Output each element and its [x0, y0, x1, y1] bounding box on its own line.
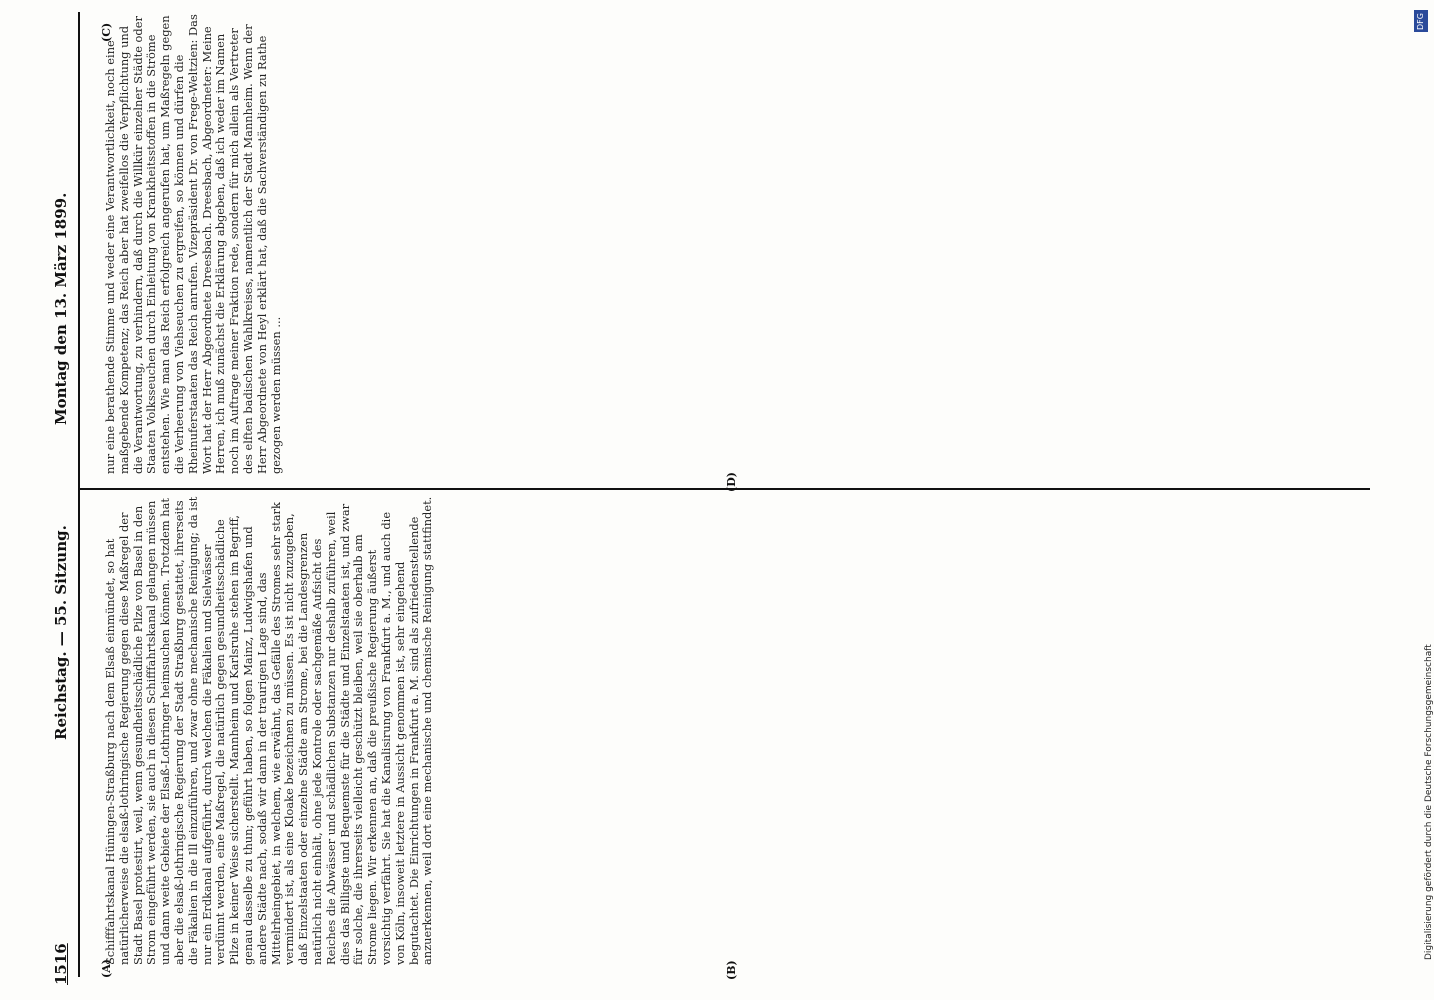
digitization-credit: Digitalisierung gefördert durch die Deutsche Forschungsgemeinschaft — [1424, 644, 1434, 960]
margin-marker-c: (C) — [100, 22, 113, 42]
page-number: 1516 — [52, 943, 70, 985]
session-date: Montag den 13. März 1899. — [52, 192, 70, 425]
margin-marker-b: (B) — [725, 960, 738, 980]
left-text-column — [84, 495, 1369, 975]
margin-marker-a: (A) — [100, 959, 113, 978]
dfg-logo-icon — [1414, 10, 1428, 32]
left-column-text: Schifffahrtskanal Hüningen-Straßburg nach dem Elsaß einmündet, so hat natürlicherweise die elsaß-lothringische Regierung gegen diese Maßregel der Stadt Basel protestirt, weil, wenn gesundheitsschädliche Pilze von Basel in den Strom eingeführt werden, sie auch in diesen Schifffahrtskanal gelangen müssen und dann weite Gebiete der Elsaß-Lothringer heimsuchen können. Trotzdem hat aber die elsaß-lothringische Regierung der Stadt Straßburg gestattet, ihrerseits die Fäkalien in die Ill einzuführen, und zwar ohne mechanische Reinigung; da ist nur ein Erdkanal aufgeführt, durch welchen die Fäkalien und Sielwässer verdünnt werden, eine Maßregel, die natürlich gegen gesundheitsschädliche Pilze in keiner Weise sicherstellt. Mannheim und Karlsruhe stehen im Begriff, genau dasselbe zu thun; geführt haben, so folgen Mainz, Ludwigshafen und andere Städte nach, sodaß wir dann in der traurigen Lage sind, das Mittelrheingebiet, in welchem, wie erwähnt, das Gefälle des Stromes sehr stark vermindert ist, als eine Kloake bezeichnen zu müssen. Es ist nicht zuzugeben, daß Einzelstaaten oder einzelne Städte am Strome, bei die Landesgrenzen natürlich nicht einhält, ohne jede Kontrole oder sachgemäße Aufsicht des Reiches die Abwässer und schädlichen Substanzen nur deshalb zuführen, weil dies das Billigste und Bequemste für die Städte und Einzelstaaten ist, und zwar für solche, die ihrerseits vielleicht geschützt bleiben, weil sie oberhalb am Strome liegen. Wir erkennen an, daß die preußische Regierung äußerst vorsichtig verfährt. Sie hat die Kanalisirung von Frankfurt a. M., und auch die von Köln, insoweit letztere in Aussicht genommen ist, sehr eingehend begutachtet. Die Einrichtungen in Frankfurt a. M. sind als zufriedenstellende anzuerkennen, weil dort eine mechanische und chemische Reinigung stattfindet. — [103, 496, 435, 965]
header-rule — [78, 12, 80, 977]
right-text-column — [84, 12, 1369, 482]
right-column-text: nur eine berathende Stimme und weder eine Verantwortlichkeit, noch eine maßgebende Kompetenz; das Reich aber hat zweifellos die Verpflichtung und die Verantwortung, zu verhindern, daß durch die Willkür einzelner Städte oder Staaten Volksseuchen durch Einleitung von Krankheitsstoffen in die Ströme entstehen. Wie man das Reich erfolgreich angerufen hat, um Maßregeln gegen die Verheerung von Viehseuchen zu ergreifen, so können und dürfen die Rheinuferstaaten das Reich anrufen. Vizepräsident Dr. von Frege-Weltzien: Das Wort hat der Herr Abgeordnete Dreesbach. Dreesbach, Abgeordneter: Meine Herren, ich muß zunächst die Erklärung abgeben, daß ich weder im Namen noch im Auftrage meiner Fraktion rede, sondern für mich allein als Vertreter des elften badischen Wahlkreises, namentlich der Stadt Mannheim. Wenn der Herr Abgeordnete von Heyl erklärt hat, daß die Sachverständigen zu Rathe gezogen werden müssen ... — [103, 14, 283, 474]
margin-marker-d: (D) — [725, 472, 738, 492]
dfg-logo-text: DFG — [1416, 13, 1425, 30]
session-title: Reichstag. — 55. Sitzung. — [52, 525, 70, 740]
